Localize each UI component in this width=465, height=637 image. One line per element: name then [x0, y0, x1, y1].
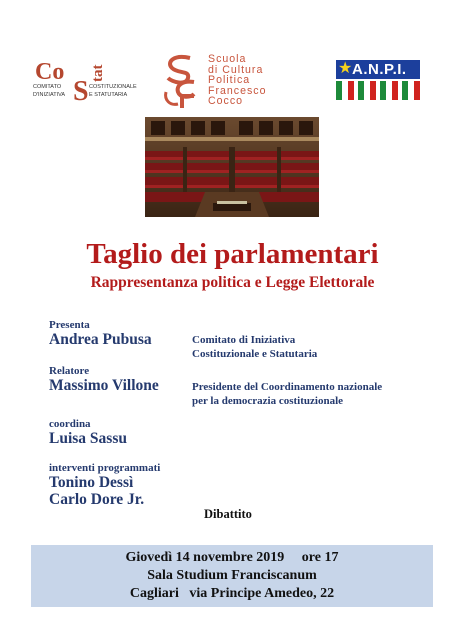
anpi-logo	[336, 60, 420, 100]
costat-logo-tat: tat	[90, 64, 106, 82]
event-address: Cagliari via Principe Amedeo, 22	[129, 586, 335, 601]
role-coordina: coordina	[49, 418, 91, 430]
costat-line-1: COMITATO	[33, 84, 62, 90]
costat-line-2: D'INIZIATIVA	[33, 92, 66, 98]
role-relatore: Relatore	[49, 365, 90, 377]
event-venue: Sala Studium Franciscanum	[147, 568, 317, 583]
costat-logo-co: Co	[35, 59, 65, 85]
event-details-box	[31, 545, 433, 607]
speaker-name: Luisa Sassu	[49, 430, 127, 447]
scuola-line-2: di Cultura	[208, 63, 264, 76]
scuola-logo	[160, 52, 305, 108]
parliament-photo	[145, 117, 319, 217]
speaker-name: Tonino Dessì	[49, 474, 134, 491]
role-presenta: Presenta	[49, 319, 90, 331]
event-subtitle: Rappresentanza politica e Legge Elettorale	[90, 274, 375, 291]
scuola-line-5: Cocco	[208, 95, 244, 108]
speaker-name: Massimo Villone	[49, 377, 159, 394]
event-date-time: Giovedì 14 novembre 2019 ore 17	[125, 550, 339, 565]
scuola-line-4: Francesco	[208, 84, 267, 97]
speaker-name: Andrea Pubusa	[49, 331, 152, 348]
event-title: Taglio dei parlamentari	[86, 238, 379, 270]
dibattito-label: Dibattito	[204, 507, 252, 521]
flag-icon	[336, 81, 354, 100]
costat-line-4: E STATUTARIA	[89, 92, 128, 98]
anpi-label: A.N.P.I.	[352, 61, 407, 78]
flag-icon	[380, 81, 398, 100]
speaker-name: Carlo Dore Jr.	[49, 491, 145, 508]
flag-icon	[358, 81, 376, 100]
costat-line-3: COSTITUZIONALE	[89, 84, 137, 90]
role-interventi: interventi programmati	[49, 462, 161, 474]
scuola-line-1: Scuola	[208, 53, 247, 65]
scuola-monogram-icon	[160, 52, 204, 108]
star-icon: ★	[338, 60, 353, 77]
speaker-affiliation: Comitato di Iniziativa Costituzionale e Statutaria	[192, 334, 318, 360]
costat-logo	[33, 58, 145, 107]
speaker-affiliation: Presidente del Coordinamento nazionale per la democrazia costituzionale	[192, 381, 383, 407]
costat-logo-s: S	[73, 76, 89, 107]
scuola-line-3: Politica	[208, 74, 251, 87]
flag-icon	[402, 81, 420, 100]
